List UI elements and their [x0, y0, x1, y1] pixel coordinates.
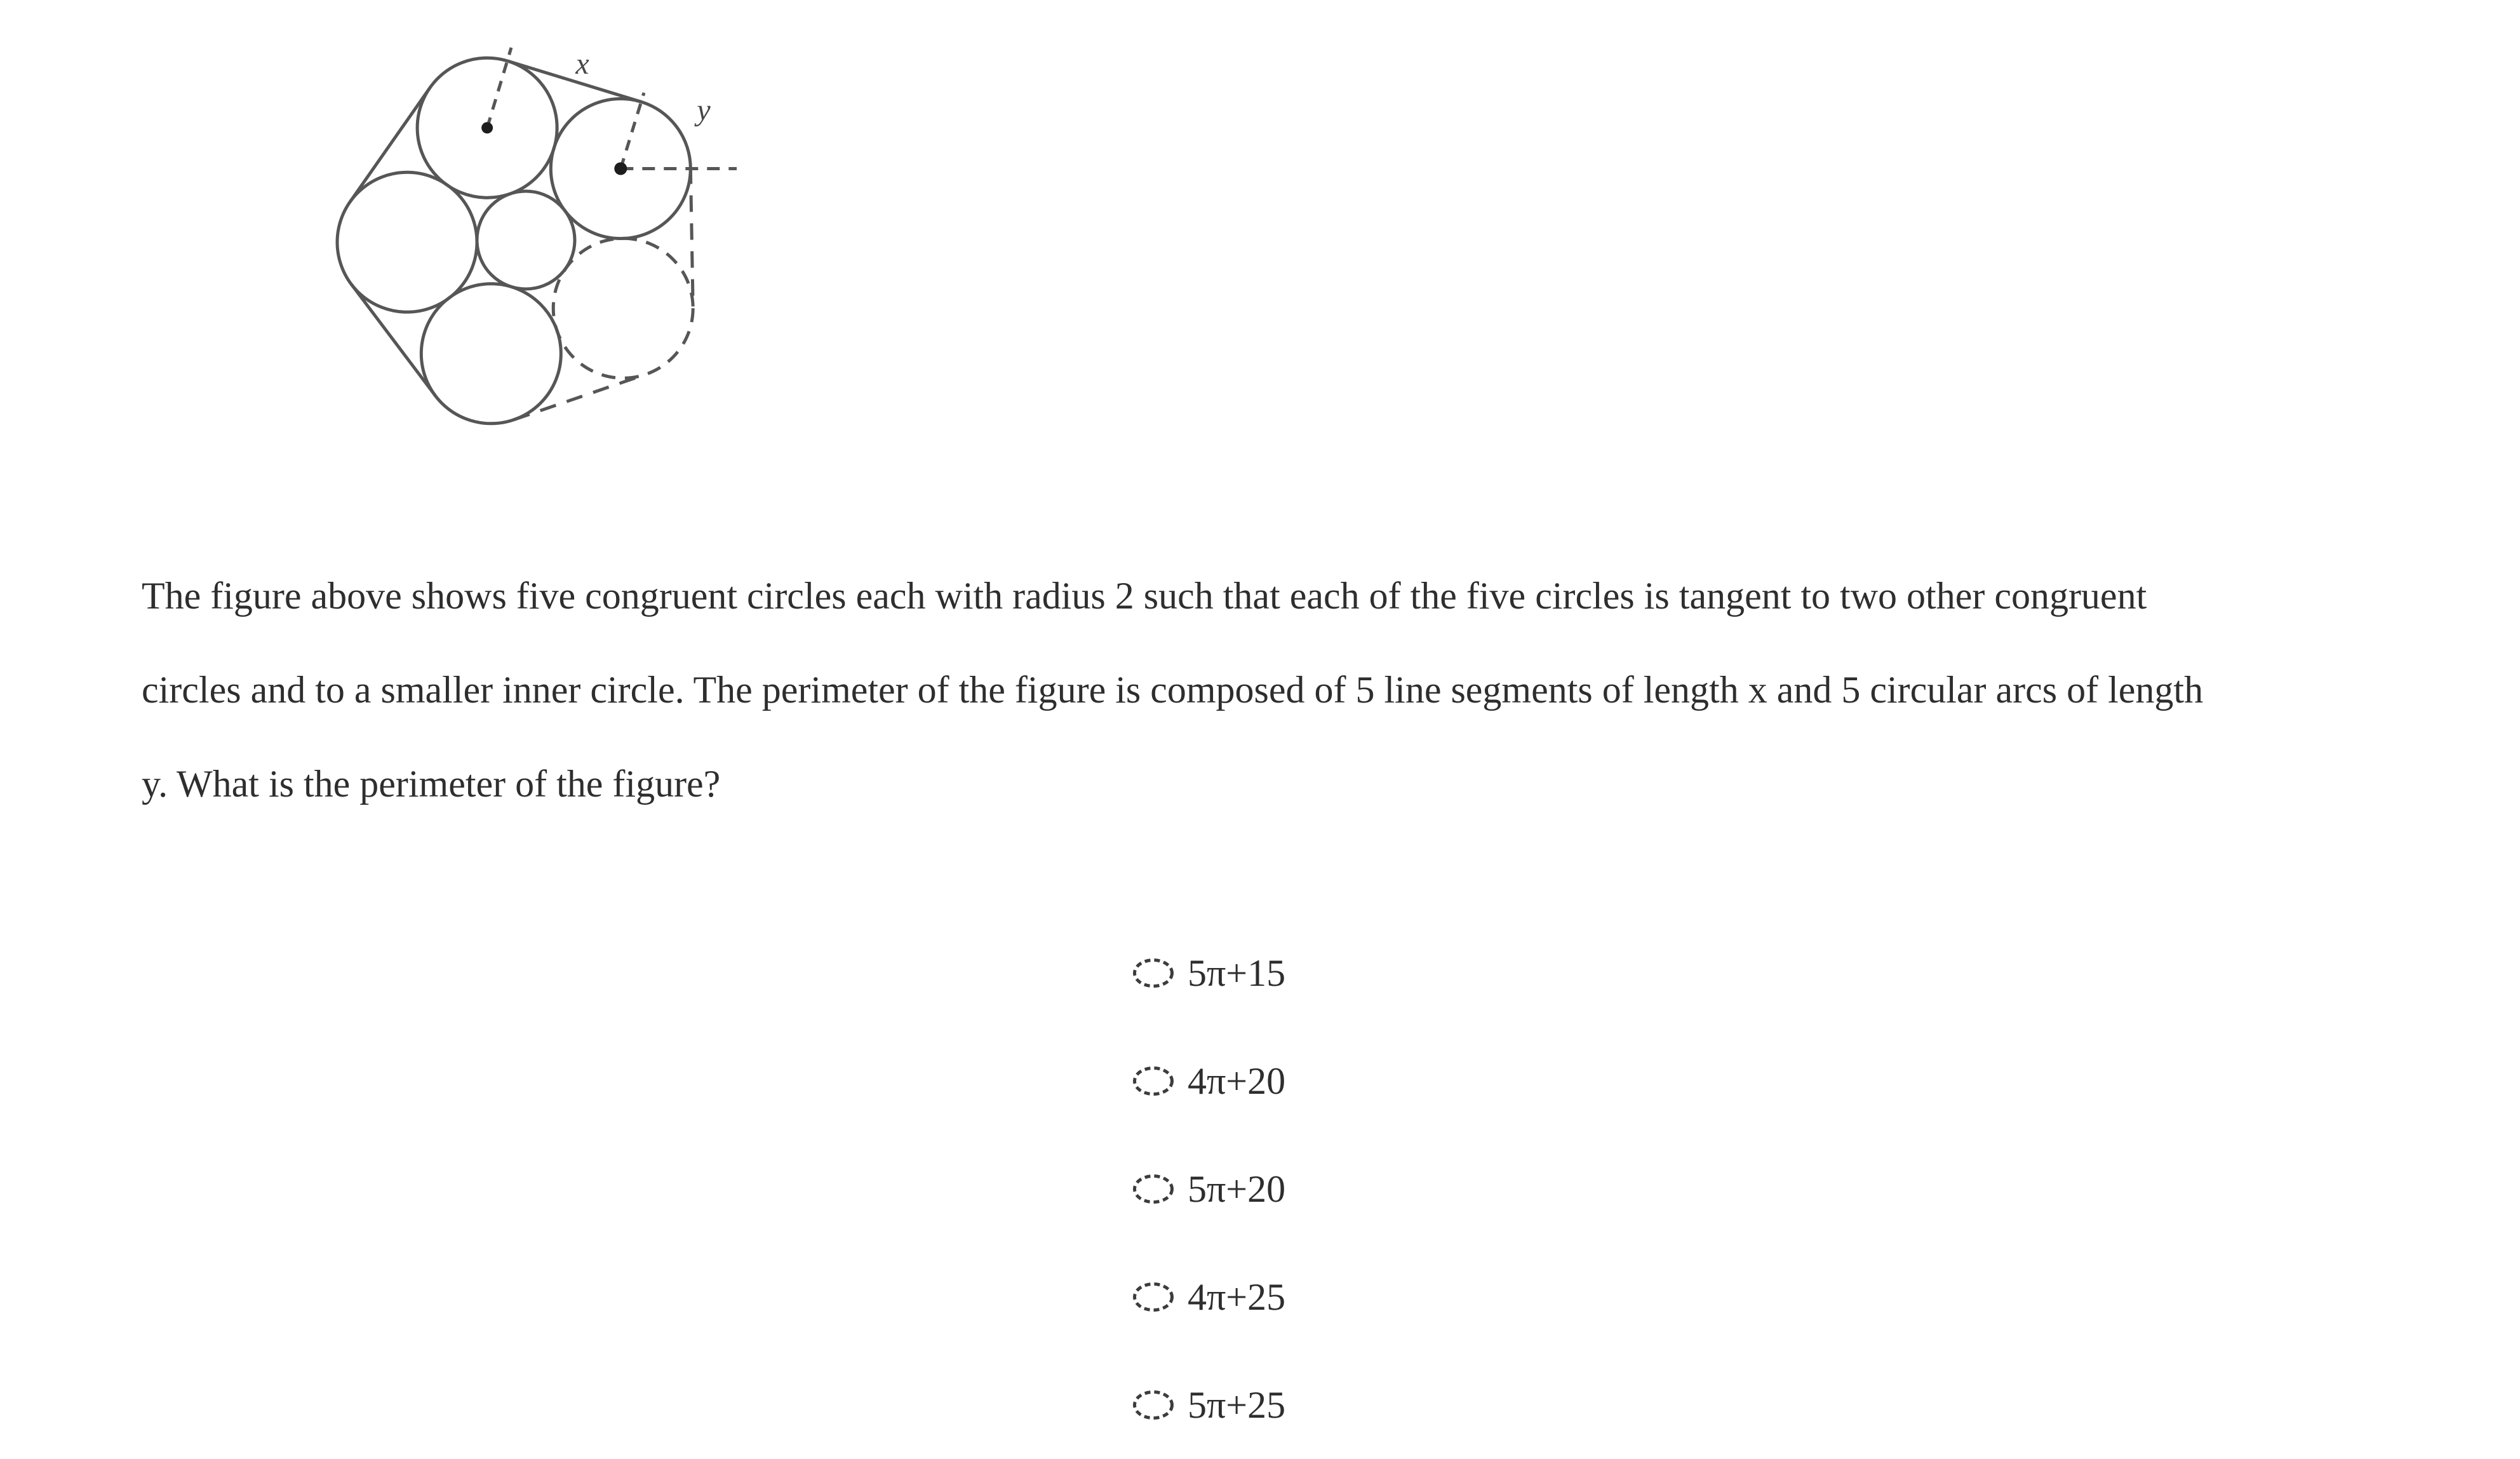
answer-option-2[interactable]: [1132, 1027, 1285, 1135]
radius-dash-right-circle-up: [620, 93, 644, 169]
answer-option-3[interactable]: [1132, 1135, 1285, 1243]
answer-option-label: 5π+20: [1188, 1167, 1286, 1210]
answer-option-1[interactable]: [1132, 919, 1285, 1027]
outer-circle-bottom: [421, 284, 561, 424]
answer-option-label: 5π+15: [1188, 951, 1286, 994]
figure-label-x: x: [575, 47, 589, 81]
radio-oval[interactable]: [1132, 958, 1174, 988]
answer-options: [1132, 919, 1285, 1459]
answer-option-5[interactable]: [1132, 1351, 1285, 1459]
answer-option-label: 4π+20: [1188, 1059, 1286, 1102]
radio-oval[interactable]: [1132, 1390, 1174, 1420]
radio-oval[interactable]: [1132, 1282, 1174, 1312]
center-dot-top-circle: [481, 122, 493, 133]
inner-circle: [477, 191, 575, 289]
question-line: y. What is the perimeter of the figure?: [142, 763, 721, 805]
answer-option-4[interactable]: [1132, 1243, 1285, 1351]
radio-oval[interactable]: [1132, 1174, 1174, 1204]
center-dot-right-circle: [614, 163, 627, 175]
answer-option-label: 4π+25: [1188, 1275, 1286, 1318]
answer-option-label: 5π+25: [1188, 1383, 1286, 1426]
tangent-segment-right: [690, 168, 693, 307]
five-circles-figure: [311, 13, 756, 445]
question-line: The figure above shows five congruent circles each with radius 2 such that each of the five circles is tangent to two other congruent: [142, 575, 2147, 617]
question-text: [142, 549, 2203, 831]
tangent-segment-top: [507, 61, 641, 102]
figure-label-y: y: [697, 93, 711, 127]
five-circles-figure-svg: [311, 13, 756, 445]
radio-oval[interactable]: [1132, 1066, 1174, 1096]
outer-circle-bottom-right: [553, 238, 693, 378]
question-line: circles and to a smaller inner circle. The perimeter of the figure is composed of 5 line segments of length x and 5 circular arcs of length: [142, 669, 2204, 711]
tangent-segment-bottom: [514, 374, 646, 420]
